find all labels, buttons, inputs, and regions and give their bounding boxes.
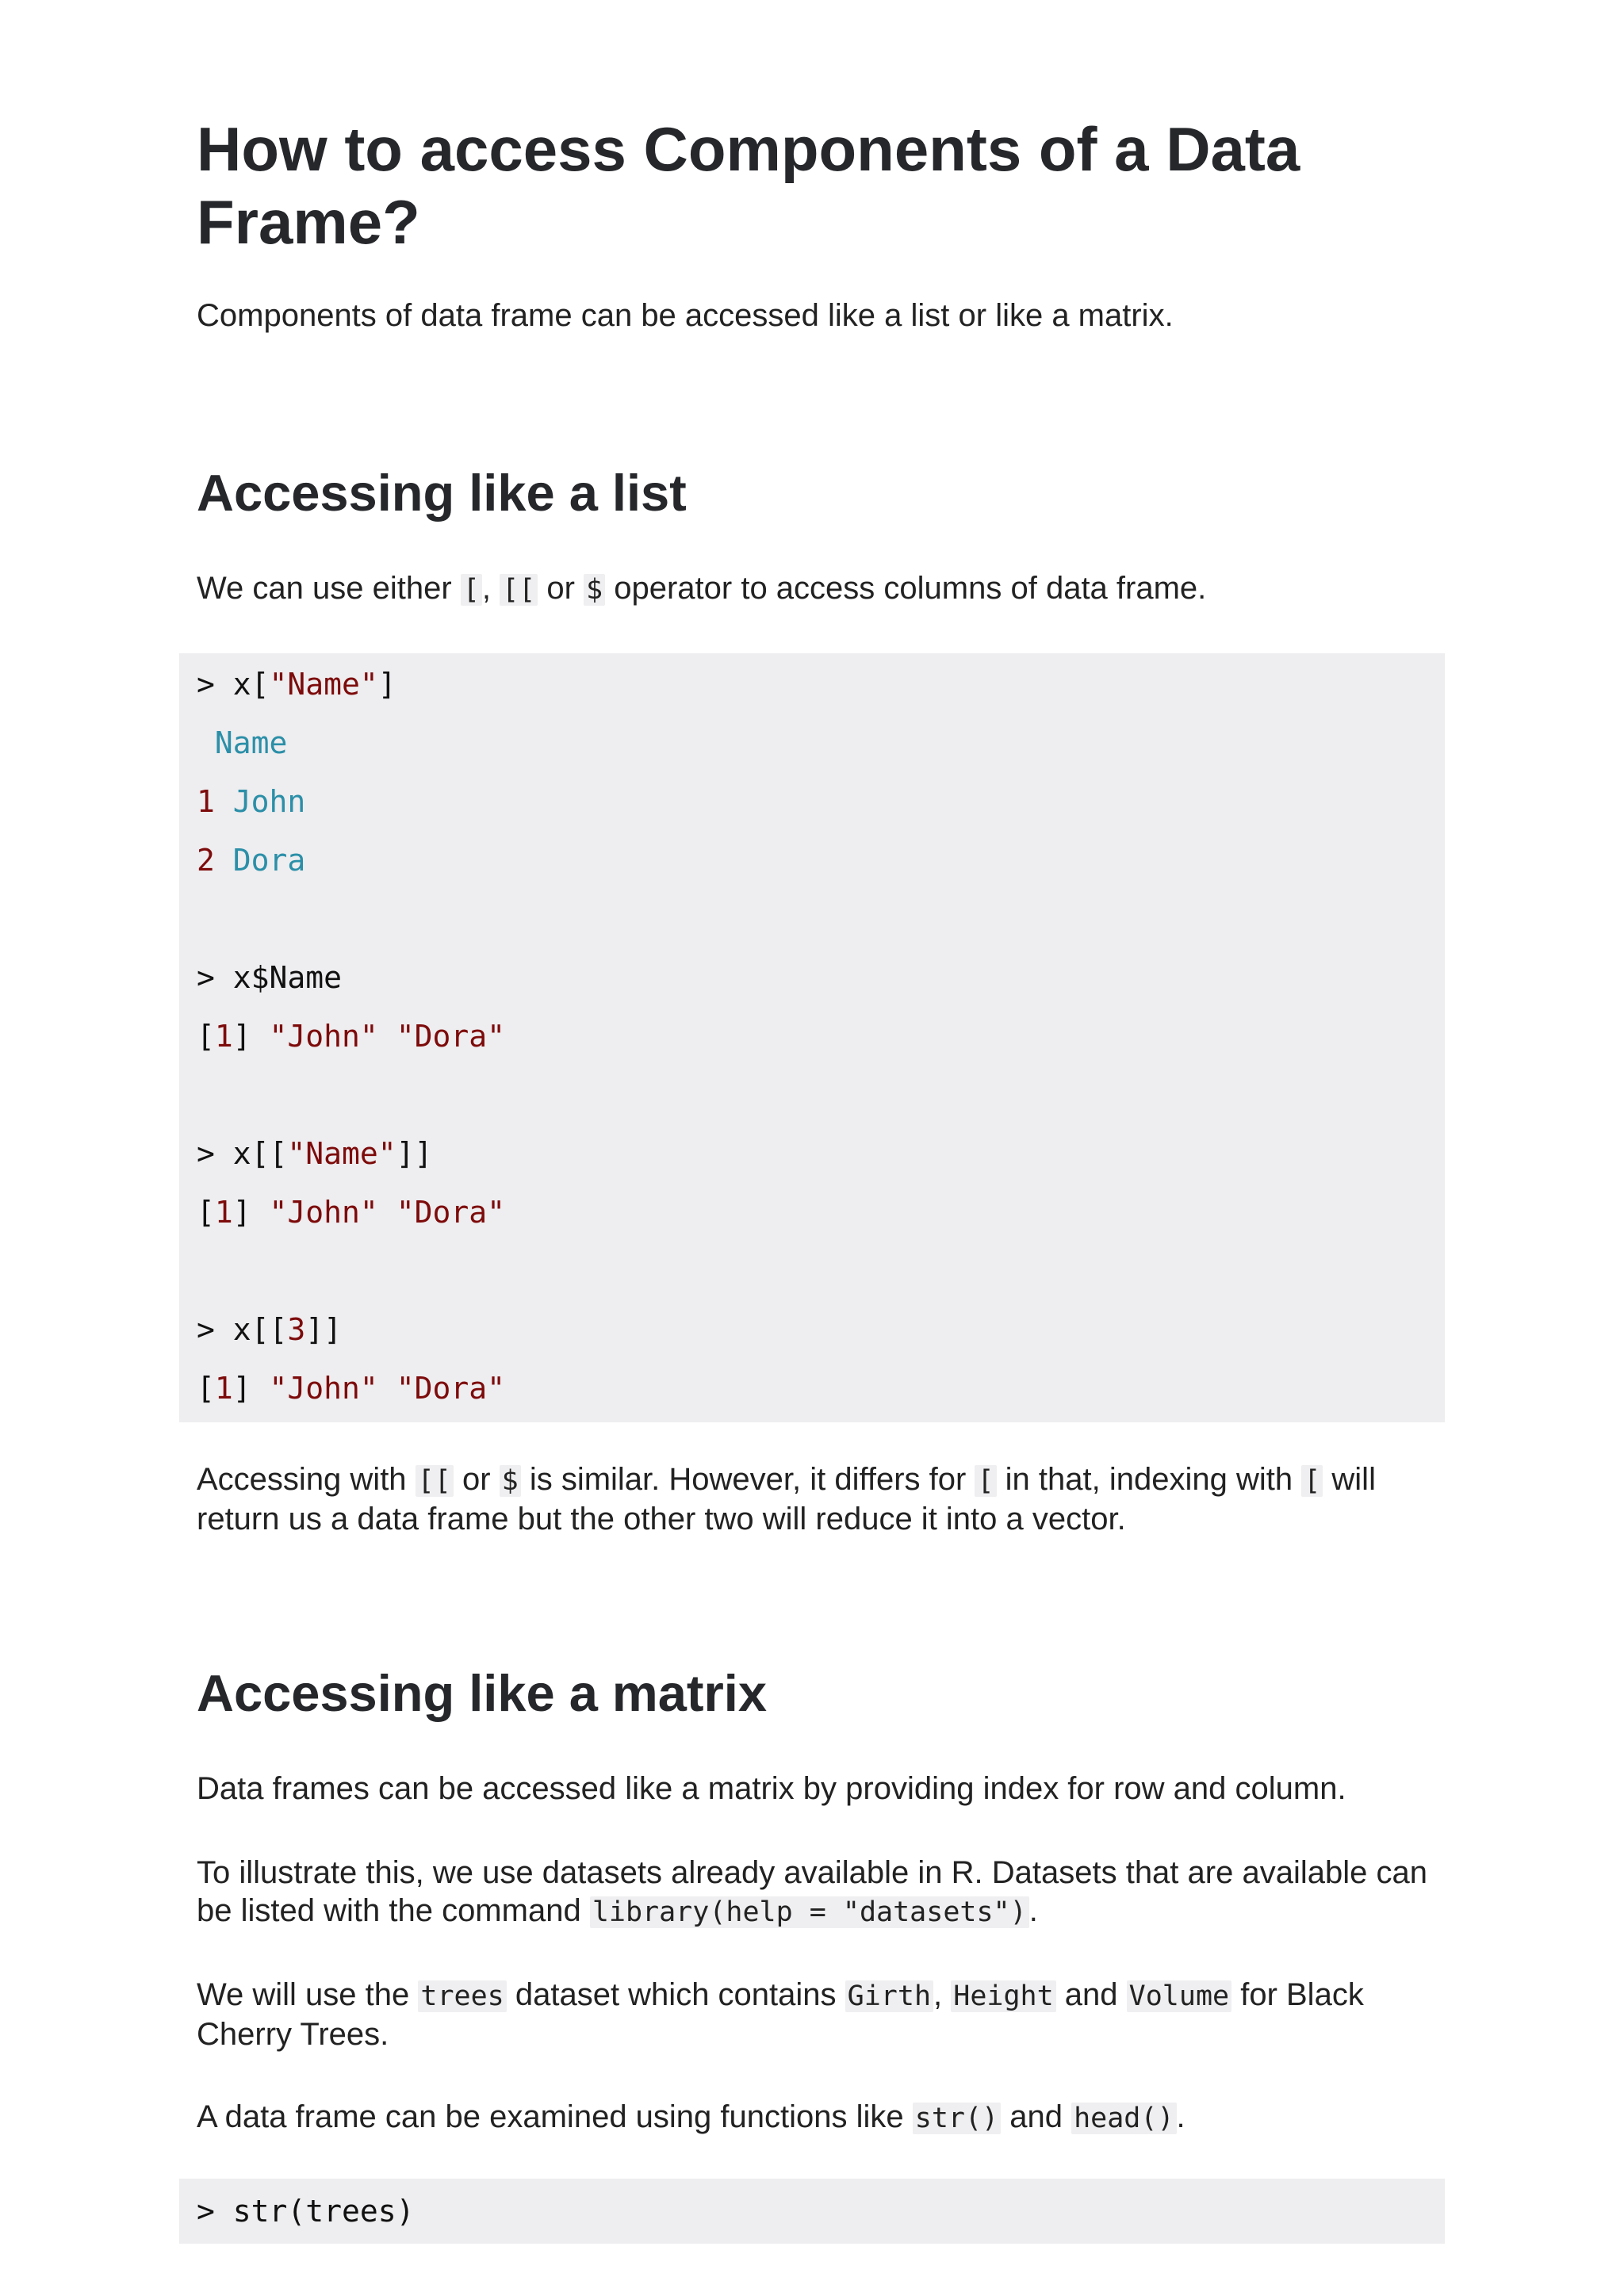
inline-code: $ <box>500 1465 521 1497</box>
section-heading-matrix: Accessing like a matrix <box>197 1664 767 1722</box>
intro-paragraph: Components of data frame can be accessed like a list or like a matrix. <box>197 298 1174 333</box>
code-line: > x[["Name"]] <box>197 1136 433 1171</box>
list-difference-paragraph: Accessing with [[ or $ is similar. However, it differs for [ in that, indexing with [ will return us a data frame but the other two will reduce it into a vector. <box>197 1462 1376 1536</box>
code-line: [1] "John" "Dora" <box>197 1019 505 1054</box>
code-line: > str(trees) <box>197 2194 415 2229</box>
code-line: > x["Name"] <box>197 667 396 702</box>
inline-code: [ <box>461 574 482 606</box>
list-operators-paragraph: We can use either [, [[ or $ operator to access columns of data frame. <box>197 571 1207 606</box>
datasets-paragraph: To illustrate this, we use datasets already available in R. Datasets that are available can be listed with the command library(help = "datasets"). <box>197 1855 1427 1928</box>
inline-code: Girth <box>845 1980 933 2012</box>
code-line: > x$Name <box>197 960 343 995</box>
inline-code: Volume <box>1127 1980 1231 2012</box>
inline-code: head() <box>1071 2103 1176 2134</box>
inline-code: library(help = "datasets") <box>590 1896 1029 1928</box>
inline-code: trees <box>418 1980 506 2012</box>
inline-code: $ <box>584 574 605 606</box>
matrix-intro-paragraph: Data frames can be accessed like a matrix by providing index for row and column. <box>197 1771 1346 1806</box>
inline-code: [[ <box>416 1465 454 1497</box>
code-line: [1] "John" "Dora" <box>197 1195 505 1230</box>
code-line: [1] "John" "Dora" <box>197 1371 505 1406</box>
inline-code: Height <box>951 1980 1055 2012</box>
section-heading-list: Accessing like a list <box>197 464 687 522</box>
code-line: Name <box>197 725 288 760</box>
code-block-str-trees <box>179 2179 1445 2244</box>
inline-code: [ <box>975 1465 996 1497</box>
code-block-list-access <box>179 653 1445 1422</box>
inline-code: str() <box>913 2103 1001 2134</box>
inline-code: [[ <box>500 574 538 606</box>
inline-code: [ <box>1301 1465 1323 1497</box>
trees-paragraph: We will use the trees dataset which contains Girth, Height and Volume for Black Cherry Trees. <box>197 1977 1364 2052</box>
code-line: 2 Dora <box>197 843 306 878</box>
page-title: How to access Components of a Data Frame? <box>197 114 1300 257</box>
code-line: 1 John <box>197 784 306 819</box>
examine-paragraph: A data frame can be examined using functions like str() and head(). <box>197 2099 1185 2134</box>
code-line: > x[[3]] <box>197 1312 343 1347</box>
